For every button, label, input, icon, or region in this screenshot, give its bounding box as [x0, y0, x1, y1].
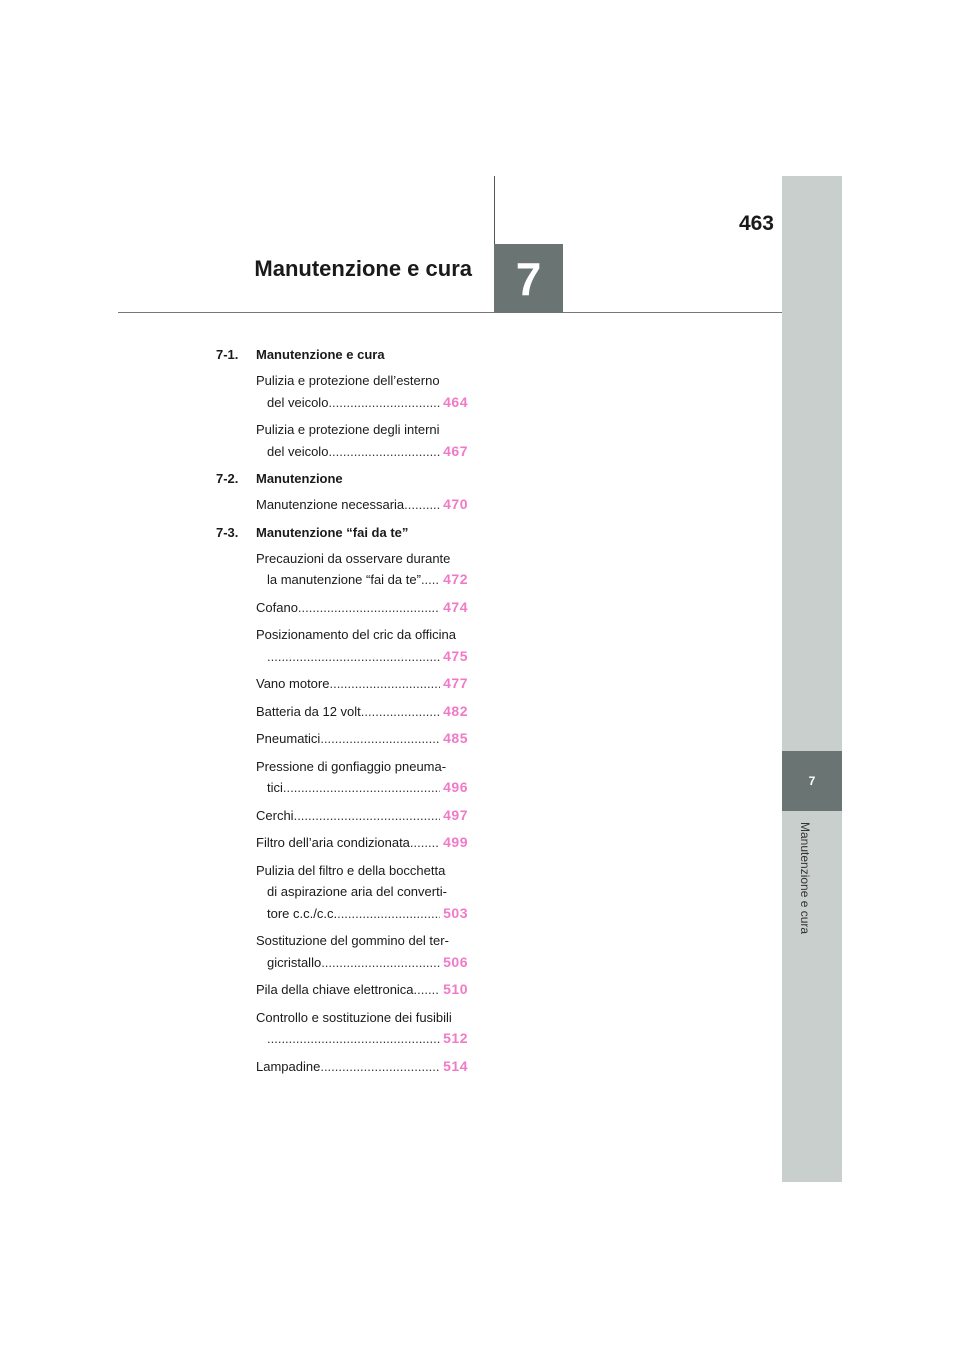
toc-page-link[interactable]: 485	[443, 730, 468, 746]
toc-entry-row	[256, 903, 468, 925]
toc-page-link[interactable]: 472	[443, 571, 468, 587]
toc-entry-row	[256, 441, 468, 463]
page-number: 463	[738, 212, 774, 235]
toc-entry[interactable]	[256, 419, 468, 462]
toc-entry-row	[256, 569, 468, 591]
toc-page-link[interactable]: 503	[443, 904, 468, 921]
toc-entry-row	[256, 979, 468, 1001]
dot-leader	[321, 952, 440, 974]
toc-entry[interactable]	[256, 1056, 468, 1078]
toc-entry-row	[256, 1028, 468, 1050]
dot-leader	[328, 441, 440, 463]
toc-entry-label: del veicolo	[267, 443, 329, 459]
dot-leader	[361, 701, 440, 723]
toc-entry[interactable]	[256, 597, 468, 619]
dot-leader	[320, 728, 440, 750]
toc-section	[216, 346, 468, 364]
toc-page-link[interactable]: 512	[443, 1030, 468, 1046]
toc-section-number: 7-2.	[216, 471, 239, 486]
dot-leader	[283, 777, 440, 799]
toc-entry-line: di aspirazione aria del converti-	[267, 884, 447, 899]
dot-leader	[298, 597, 440, 619]
toc-entry-line: Pressione di gonfiaggio pneuma-	[256, 758, 447, 774]
toc-page-link[interactable]: 506	[443, 953, 468, 970]
toc-section-number: 7-3.	[216, 524, 239, 540]
toc-entry-label: Cofano	[256, 599, 298, 615]
toc-page-link[interactable]: 497	[443, 806, 468, 823]
toc-entry-row	[256, 701, 468, 723]
side-chapter-strip	[782, 176, 842, 1182]
toc-section-title: Manutenzione	[256, 471, 343, 486]
toc-section-title: Manutenzione “fai da te”	[256, 524, 409, 540]
chapter-number-box: 7	[494, 244, 563, 313]
toc-entry[interactable]	[256, 494, 468, 516]
toc-section	[216, 470, 468, 488]
dot-leader	[328, 392, 440, 414]
toc-entry-line: Sostituzione del gommino del ter-	[256, 933, 449, 948]
toc-page-link[interactable]: 464	[443, 393, 468, 410]
toc-entry[interactable]	[256, 673, 468, 695]
toc-entry-line: Pulizia e protezione degli interni	[256, 422, 440, 437]
side-tab-chapter-number[interactable]: 7	[782, 751, 842, 811]
toc-entry[interactable]	[256, 832, 468, 854]
toc-page-link[interactable]: 467	[443, 442, 468, 459]
toc-entry[interactable]	[256, 728, 468, 750]
toc-entry[interactable]	[256, 701, 468, 723]
toc-entry-row	[256, 805, 468, 827]
dot-leader	[410, 832, 440, 854]
toc-page-link[interactable]: 474	[443, 598, 468, 615]
toc-entry-label: tici	[267, 780, 283, 795]
toc-section	[216, 524, 468, 542]
toc-entry-label: Pneumatici	[256, 731, 321, 746]
table-of-contents	[216, 346, 468, 1077]
toc-entry-line: Posizionamento del cric da officina	[256, 627, 456, 642]
header-horizontal-rule	[118, 312, 782, 313]
toc-entry-row	[256, 832, 468, 854]
toc-entry-label: del veicolo	[267, 394, 329, 410]
toc-entry-label: Cerchi	[256, 807, 294, 823]
toc-entry-row	[256, 777, 468, 799]
toc-entry-label: Lampadine	[256, 1058, 321, 1074]
toc-page-link[interactable]: 475	[443, 647, 468, 664]
toc-entry[interactable]	[256, 930, 468, 973]
toc-entry-label: gicristallo	[267, 954, 322, 970]
toc-entry-row	[256, 392, 468, 414]
toc-page-link[interactable]: 477	[443, 675, 468, 691]
toc-section-title: Manutenzione e cura	[256, 347, 385, 362]
dot-leader	[421, 569, 440, 591]
toc-entry-row	[256, 494, 468, 516]
chapter-title: Manutenzione e cura	[254, 256, 472, 281]
toc-entry-label: tore c.c./c.c.	[267, 905, 338, 921]
toc-entry-line: Pulizia del filtro e della bocchetta	[256, 862, 446, 878]
dot-leader	[404, 494, 440, 516]
toc-entry-row	[256, 728, 468, 750]
toc-entry-row	[256, 952, 468, 974]
toc-entry[interactable]	[256, 548, 468, 591]
toc-entry[interactable]	[256, 805, 468, 827]
dot-leader	[329, 673, 440, 695]
dot-leader	[294, 805, 441, 827]
toc-entry-row	[256, 597, 468, 619]
toc-entry[interactable]	[256, 370, 468, 413]
toc-entry-row	[256, 1056, 468, 1078]
toc-entry-label: Vano motore	[256, 676, 330, 691]
toc-entry-label: Pila della chiave elettronica	[256, 982, 414, 997]
toc-entry-row	[256, 673, 468, 695]
toc-page-link[interactable]: 510	[443, 981, 468, 997]
toc-entry-line: Pulizia e protezione dell’esterno	[256, 373, 440, 388]
toc-entry-label: la manutenzione “fai da te”	[267, 572, 421, 587]
toc-entry[interactable]	[256, 979, 468, 1001]
toc-entry-label: Batteria da 12 volt	[256, 703, 361, 719]
toc-page-link[interactable]: 496	[443, 779, 468, 795]
toc-entry-row	[256, 646, 468, 668]
toc-entry-label: Filtro dell’aria condizionata	[256, 835, 410, 850]
toc-page-link[interactable]: 470	[443, 496, 468, 512]
dot-leader	[267, 646, 440, 668]
toc-entry[interactable]	[256, 624, 468, 667]
toc-entry[interactable]	[256, 1007, 468, 1050]
side-tab-label: Manutenzione e cura	[798, 822, 812, 935]
dot-leader	[337, 903, 440, 925]
toc-entry-line: Precauzioni da osservare durante	[256, 550, 451, 566]
toc-entry-label: Manutenzione necessaria	[256, 497, 405, 512]
toc-page-link[interactable]: 482	[443, 702, 468, 719]
toc-section-number: 7-1.	[216, 347, 239, 362]
dot-leader	[267, 1028, 440, 1050]
dot-leader	[414, 979, 441, 1001]
toc-entry[interactable]	[256, 860, 468, 925]
toc-entry[interactable]	[256, 756, 468, 799]
toc-page-link[interactable]: 514	[443, 1057, 468, 1074]
toc-entry-line: Controllo e sostituzione dei fusibili	[256, 1009, 452, 1025]
toc-page-link[interactable]: 499	[443, 834, 468, 850]
dot-leader	[320, 1056, 440, 1078]
